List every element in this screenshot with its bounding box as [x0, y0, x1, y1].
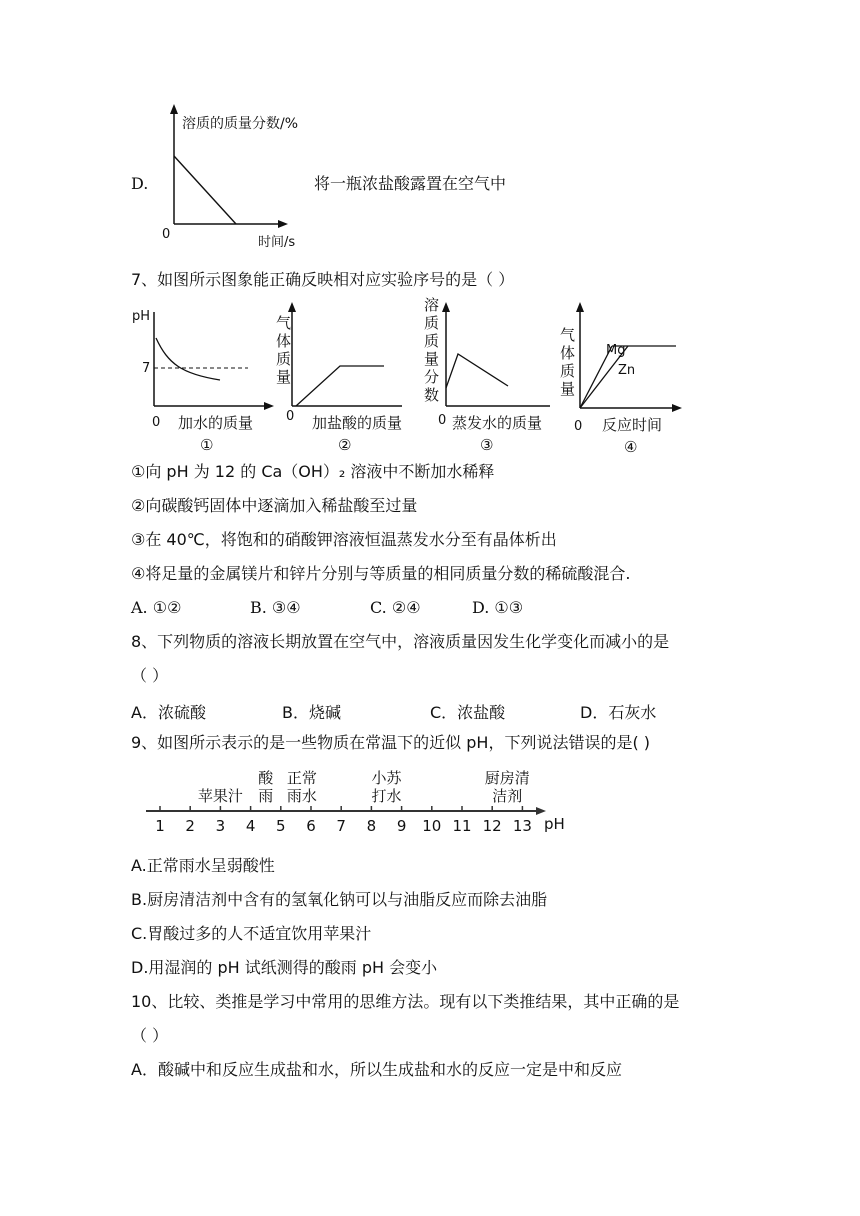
fraction-curve [446, 354, 508, 388]
q8-option-c: C．浓盐酸 [430, 703, 506, 722]
ph-tick-label: 3 [215, 817, 226, 835]
q9-option-d: D.用湿润的 pH 试纸测得的酸雨 pH 会变小 [131, 958, 438, 977]
q7-graph-1 [128, 302, 276, 454]
y-axis-arrow [170, 104, 178, 114]
q7-item-1: ①向 pH 为 12 的 Ca（OH）₂ 溶液中不断加水稀释 [131, 462, 495, 481]
decreasing-line [174, 156, 236, 224]
zn-label: Zn [618, 363, 636, 378]
ph-tick-label: 8 [366, 817, 377, 835]
q7-graph-3 [420, 296, 560, 454]
ph-substance-label: 小苏 [371, 769, 402, 787]
ph-scale-arrow [536, 807, 546, 815]
q7-option-c: C. ②④ [370, 598, 421, 617]
q6d-statement: 将一瓶浓盐酸露置在空气中 [314, 174, 507, 193]
graph2-xlabel: 加盐酸的质量 [312, 414, 403, 432]
q9-option-a: A.正常雨水呈弱酸性 [131, 856, 275, 875]
x-axis-arrow [672, 404, 682, 412]
graph1-ref-label: 7 [142, 361, 151, 376]
q7-graph-4 [558, 300, 688, 454]
q7-graph-2 [272, 302, 420, 454]
q7-item-4: ④将足量的金属镁片和锌片分别与等质量的相同质量分数的稀硫酸混合. [131, 564, 631, 583]
graph1-num: ① [200, 436, 214, 454]
ph-tick-label: 6 [306, 817, 316, 835]
q7-option-a: A. ①② [131, 598, 182, 617]
q8-option-a: A．浓硫酸 [131, 703, 206, 722]
q6d-chart [150, 100, 320, 250]
ph-substance-label: 雨 [258, 787, 274, 805]
ph-tick-label: 2 [185, 817, 195, 835]
graph4-ylabel: 气体质量 [560, 326, 576, 398]
q10-stem: 10、比较、类推是学习中常用的思维方法。现有以下类推结果，其中正确的是 [131, 992, 680, 1011]
ph-unit: pH [544, 815, 565, 833]
y-axis-arrow [442, 302, 450, 312]
q6d-xlabel: 时间/s [258, 235, 296, 250]
y-axis-arrow [576, 302, 584, 312]
q9-option-c: C.胃酸过多的人不适宜饮用苹果汁 [131, 924, 372, 943]
ph-substance-label: 打水 [371, 787, 402, 805]
graph1-ylabel: pH [132, 309, 151, 324]
graph4-origin: 0 [574, 419, 583, 434]
graph3-ylabel: 溶质质量分数 [424, 296, 440, 404]
q7-item-3: ③在 40℃，将饱和的硝酸钾溶液恒温蒸发水分至有晶体析出 [131, 530, 557, 549]
graph2-num: ② [338, 436, 352, 454]
ph-substance-label: 苹果汁 [197, 787, 243, 805]
graph1-xlabel: 加水的质量 [178, 414, 254, 432]
ph-tick-label: 9 [396, 817, 407, 835]
q8-option-b: B．烧碱 [282, 703, 341, 722]
q9-stem: 9、如图所示表示的是一些物质在常温下的近似 pH，下列说法错误的是( ) [131, 733, 651, 752]
q10-option-a: A．酸碱中和反应生成盐和水，所以生成盐和水的反应一定是中和反应 [131, 1060, 622, 1079]
ph-tick-label: 10 [422, 817, 442, 835]
graph1-origin: 0 [152, 415, 161, 430]
q7-item-2: ②向碳酸钙固体中逐滴加入稀盐酸至过量 [131, 496, 418, 515]
ph-substance-labels [198, 769, 530, 805]
ph-tick-label: 4 [245, 817, 256, 835]
ph-substance-label: 正常 [286, 769, 317, 787]
graph3-num: ③ [480, 436, 494, 454]
ph-tick-label: 12 [482, 817, 502, 835]
graph3-origin: 0 [438, 413, 447, 428]
graph4-num: ④ [624, 438, 638, 454]
x-axis-arrow [278, 220, 288, 228]
q8-option-d: D．石灰水 [580, 703, 657, 722]
q10-paren: （ ） [131, 1026, 169, 1045]
ph-tick-label: 13 [512, 817, 532, 835]
q7-option-d: D. ①③ [472, 598, 524, 617]
q8-paren: （ ） [131, 666, 169, 685]
graph2-origin: 0 [286, 409, 295, 424]
gas-curve [296, 366, 384, 406]
ph-substance-label: 雨水 [286, 787, 317, 805]
ph-scale [140, 765, 580, 837]
q9-option-b: B.厨房清洁剂中含有的氢氧化钠可以与油脂反应而除去油脂 [131, 890, 548, 909]
q6d-origin: 0 [162, 227, 171, 242]
ph-substance-label: 洁剂 [492, 787, 523, 805]
q7-stem: 7、如图所示图象能正确反映相对应实验序号的是（ ） [131, 270, 515, 289]
ph-tick-label: 5 [276, 817, 286, 835]
graph2-ylabel: 气体质量 [276, 314, 292, 386]
graph4-xlabel: 反应时间 [602, 416, 663, 434]
ph-tick-label: 11 [452, 817, 472, 835]
ph-curve [156, 338, 220, 380]
ph-tick-label: 7 [336, 817, 346, 835]
q6d-ylabel: 溶质的质量分数/% [182, 116, 299, 132]
y-axis-arrow [288, 302, 296, 312]
mg-label: Mg [606, 343, 626, 358]
q8-stem: 8、下列物质的溶液长期放置在空气中，溶液质量因发生化学变化而减小的是 [131, 632, 670, 651]
ph-substance-label: 酸 [258, 769, 274, 787]
ph-tick-label: 1 [155, 817, 165, 835]
q6d-letter: D. [131, 174, 149, 193]
ph-substance-label: 厨房清 [484, 769, 530, 787]
graph3-xlabel: 蒸发水的质量 [452, 414, 543, 432]
q7-option-b: B. ③④ [250, 598, 301, 617]
